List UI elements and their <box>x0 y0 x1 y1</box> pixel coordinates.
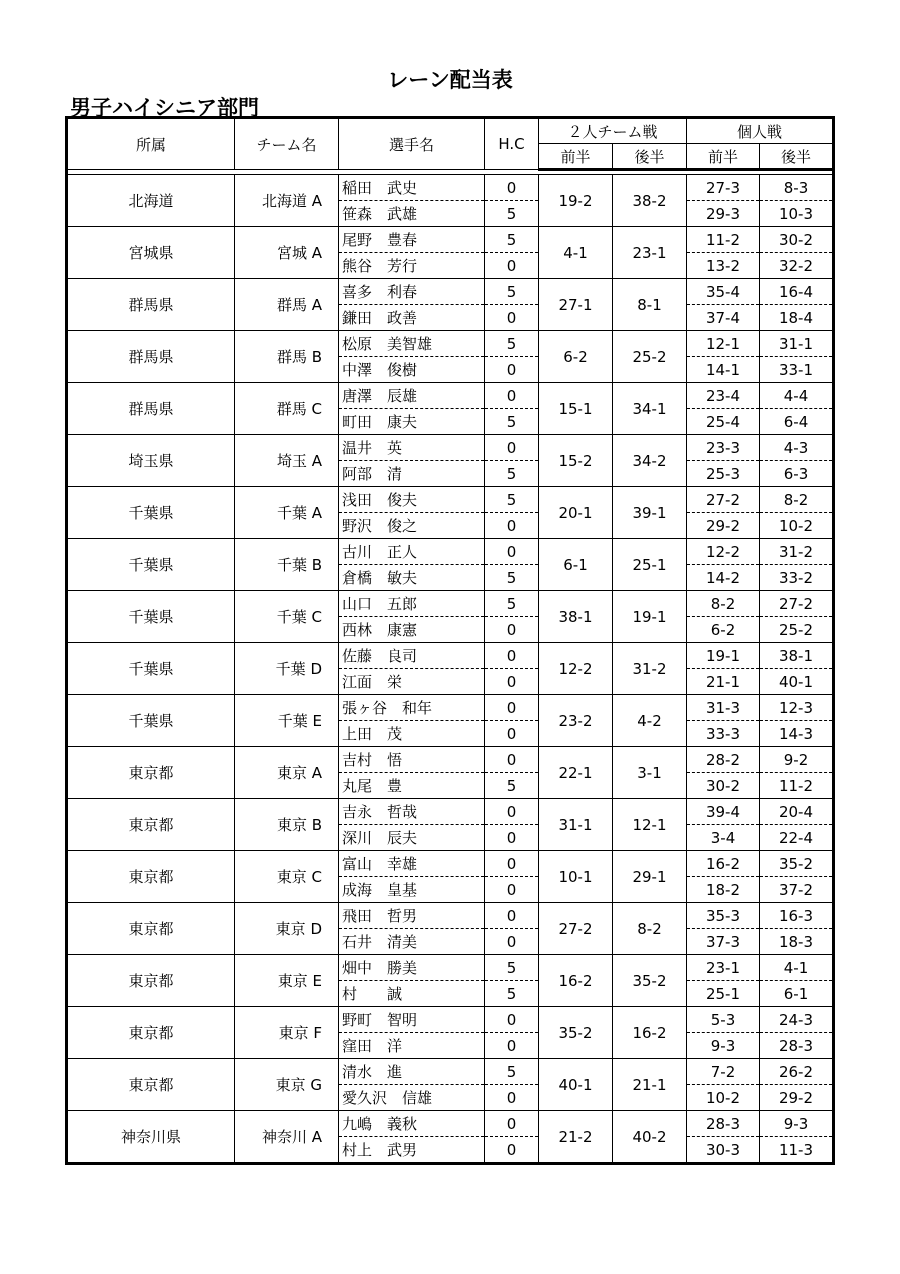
hc-cell: 5 <box>485 409 539 435</box>
individual-first-half-cell: 37-3 <box>687 929 760 955</box>
individual-second-half-cell: 18-4 <box>760 305 834 331</box>
header-individual-first-half: 前半 <box>687 144 760 170</box>
player-name-cell: 松原 美智雄 <box>339 331 485 357</box>
hc-cell: 0 <box>485 539 539 565</box>
individual-second-half-cell: 8-3 <box>760 175 834 201</box>
hc-cell: 0 <box>485 1137 539 1164</box>
individual-second-half-cell: 28-3 <box>760 1033 834 1059</box>
team-match-first-half-cell: 40-1 <box>539 1059 613 1111</box>
team-match-first-half-cell: 22-1 <box>539 747 613 799</box>
individual-second-half-cell: 4-3 <box>760 435 834 461</box>
team-match-first-half-cell: 15-2 <box>539 435 613 487</box>
team-match-first-half-cell: 27-2 <box>539 903 613 955</box>
team-match-second-half-cell: 29-1 <box>613 851 687 903</box>
individual-first-half-cell: 28-2 <box>687 747 760 773</box>
affiliation-cell: 東京都 <box>67 1059 235 1111</box>
hc-cell: 5 <box>485 279 539 305</box>
individual-second-half-cell: 25-2 <box>760 617 834 643</box>
individual-first-half-cell: 9-3 <box>687 1033 760 1059</box>
individual-first-half-cell: 30-2 <box>687 773 760 799</box>
player-name-cell: 温井 英 <box>339 435 485 461</box>
player-name-cell: 江面 栄 <box>339 669 485 695</box>
team-match-first-half-cell: 19-2 <box>539 175 613 227</box>
hc-cell: 0 <box>485 1085 539 1111</box>
individual-first-half-cell: 13-2 <box>687 253 760 279</box>
individual-first-half-cell: 33-3 <box>687 721 760 747</box>
individual-first-half-cell: 18-2 <box>687 877 760 903</box>
table-row <box>67 799 834 825</box>
affiliation-cell: 東京都 <box>67 903 235 955</box>
header-individual-second-half: 後半 <box>760 144 834 170</box>
hc-cell: 5 <box>485 981 539 1007</box>
team-match-second-half-cell: 38-2 <box>613 175 687 227</box>
player-name-cell: 町田 康夫 <box>339 409 485 435</box>
player-name-cell: 中澤 俊樹 <box>339 357 485 383</box>
hc-cell: 5 <box>485 331 539 357</box>
table-row <box>67 1007 834 1033</box>
team-name-cell: 東京 D <box>235 903 339 955</box>
affiliation-cell: 千葉県 <box>67 695 235 747</box>
hc-cell: 0 <box>485 669 539 695</box>
individual-first-half-cell: 14-1 <box>687 357 760 383</box>
hc-cell: 0 <box>485 903 539 929</box>
individual-second-half-cell: 27-2 <box>760 591 834 617</box>
team-match-first-half-cell: 15-1 <box>539 383 613 435</box>
individual-first-half-cell: 6-2 <box>687 617 760 643</box>
player-name-cell: 丸尾 豊 <box>339 773 485 799</box>
table-row <box>67 227 834 253</box>
table-row <box>67 851 834 877</box>
affiliation-cell: 東京都 <box>67 851 235 903</box>
player-name-cell: 吉永 哲哉 <box>339 799 485 825</box>
player-name-cell: 成海 皇基 <box>339 877 485 903</box>
table-row <box>67 539 834 565</box>
individual-second-half-cell: 31-2 <box>760 539 834 565</box>
hc-cell: 0 <box>485 383 539 409</box>
individual-second-half-cell: 8-2 <box>760 487 834 513</box>
individual-second-half-cell: 24-3 <box>760 1007 834 1033</box>
lane-assignment-table <box>65 116 835 1165</box>
individual-first-half-cell: 31-3 <box>687 695 760 721</box>
player-name-cell: 笹森 武雄 <box>339 201 485 227</box>
player-name-cell: 野町 智明 <box>339 1007 485 1033</box>
affiliation-cell: 北海道 <box>67 175 235 227</box>
header-team: チーム名 <box>235 118 339 170</box>
hc-cell: 0 <box>485 825 539 851</box>
team-match-first-half-cell: 12-2 <box>539 643 613 695</box>
team-name-cell: 東京 F <box>235 1007 339 1059</box>
individual-second-half-cell: 35-2 <box>760 851 834 877</box>
player-name-cell: 愛久沢 信雄 <box>339 1085 485 1111</box>
individual-first-half-cell: 35-3 <box>687 903 760 929</box>
individual-second-half-cell: 10-2 <box>760 513 834 539</box>
hc-cell: 5 <box>485 201 539 227</box>
table-row <box>67 903 834 929</box>
individual-first-half-cell: 39-4 <box>687 799 760 825</box>
individual-first-half-cell: 29-2 <box>687 513 760 539</box>
team-match-second-half-cell: 8-1 <box>613 279 687 331</box>
individual-first-half-cell: 16-2 <box>687 851 760 877</box>
team-match-second-half-cell: 40-2 <box>613 1111 687 1164</box>
individual-second-half-cell: 33-2 <box>760 565 834 591</box>
individual-first-half-cell: 25-1 <box>687 981 760 1007</box>
division-title: 男子ハイシニア部門 <box>70 96 259 120</box>
header-team-second-half: 後半 <box>613 144 687 170</box>
individual-second-half-cell: 6-1 <box>760 981 834 1007</box>
individual-first-half-cell: 25-3 <box>687 461 760 487</box>
player-name-cell: 村上 武男 <box>339 1137 485 1164</box>
individual-second-half-cell: 37-2 <box>760 877 834 903</box>
affiliation-cell: 埼玉県 <box>67 435 235 487</box>
individual-second-half-cell: 11-3 <box>760 1137 834 1164</box>
player-name-cell: 古川 正人 <box>339 539 485 565</box>
player-name-cell: 尾野 豊春 <box>339 227 485 253</box>
hc-cell: 0 <box>485 877 539 903</box>
player-name-cell: 稲田 武史 <box>339 175 485 201</box>
individual-first-half-cell: 11-2 <box>687 227 760 253</box>
individual-second-half-cell: 31-1 <box>760 331 834 357</box>
player-name-cell: 鎌田 政善 <box>339 305 485 331</box>
hc-cell: 5 <box>485 1059 539 1085</box>
hc-cell: 0 <box>485 175 539 201</box>
page-title: レーン配当表 <box>387 68 513 92</box>
player-name-cell: 九嶋 義秋 <box>339 1111 485 1137</box>
team-match-first-half-cell: 6-2 <box>539 331 613 383</box>
header-individual: 個人戦 <box>687 118 834 144</box>
team-name-cell: 東京 E <box>235 955 339 1007</box>
table-row <box>67 955 834 981</box>
table-row <box>67 747 834 773</box>
hc-cell: 5 <box>485 227 539 253</box>
affiliation-cell: 千葉県 <box>67 487 235 539</box>
individual-first-half-cell: 28-3 <box>687 1111 760 1137</box>
team-match-first-half-cell: 38-1 <box>539 591 613 643</box>
player-name-cell: 唐澤 辰雄 <box>339 383 485 409</box>
hc-cell: 0 <box>485 851 539 877</box>
player-name-cell: 石井 清美 <box>339 929 485 955</box>
team-name-cell: 北海道 A <box>235 175 339 227</box>
team-match-first-half-cell: 21-2 <box>539 1111 613 1164</box>
player-name-cell: 倉橋 敏夫 <box>339 565 485 591</box>
individual-second-half-cell: 4-1 <box>760 955 834 981</box>
affiliation-cell: 千葉県 <box>67 643 235 695</box>
individual-second-half-cell: 40-1 <box>760 669 834 695</box>
player-name-cell: 山口 五郎 <box>339 591 485 617</box>
individual-first-half-cell: 12-2 <box>687 539 760 565</box>
individual-second-half-cell: 10-3 <box>760 201 834 227</box>
individual-second-half-cell: 16-3 <box>760 903 834 929</box>
individual-second-half-cell: 9-3 <box>760 1111 834 1137</box>
individual-second-half-cell: 30-2 <box>760 227 834 253</box>
table-row <box>67 175 834 201</box>
individual-first-half-cell: 37-4 <box>687 305 760 331</box>
table-body <box>67 170 834 1164</box>
individual-first-half-cell: 14-2 <box>687 565 760 591</box>
individual-first-half-cell: 23-3 <box>687 435 760 461</box>
team-name-cell: 群馬 A <box>235 279 339 331</box>
team-match-second-half-cell: 19-1 <box>613 591 687 643</box>
affiliation-cell: 群馬県 <box>67 279 235 331</box>
team-name-cell: 千葉 B <box>235 539 339 591</box>
team-match-first-half-cell: 27-1 <box>539 279 613 331</box>
individual-second-half-cell: 29-2 <box>760 1085 834 1111</box>
individual-first-half-cell: 29-3 <box>687 201 760 227</box>
player-name-cell: 清水 進 <box>339 1059 485 1085</box>
table-row <box>67 643 834 669</box>
header-row <box>67 118 834 144</box>
individual-second-half-cell: 22-4 <box>760 825 834 851</box>
header-affiliation: 所属 <box>67 118 235 170</box>
hc-cell: 0 <box>485 1007 539 1033</box>
individual-second-half-cell: 32-2 <box>760 253 834 279</box>
hc-cell: 0 <box>485 435 539 461</box>
team-match-first-half-cell: 20-1 <box>539 487 613 539</box>
header-team-first-half: 前半 <box>539 144 613 170</box>
hc-cell: 0 <box>485 929 539 955</box>
individual-first-half-cell: 35-4 <box>687 279 760 305</box>
player-name-cell: 吉村 悟 <box>339 747 485 773</box>
team-match-second-half-cell: 25-1 <box>613 539 687 591</box>
individual-second-half-cell: 9-2 <box>760 747 834 773</box>
table-row <box>67 487 834 513</box>
individual-second-half-cell: 6-3 <box>760 461 834 487</box>
team-match-second-half-cell: 34-1 <box>613 383 687 435</box>
individual-first-half-cell: 27-2 <box>687 487 760 513</box>
table-row <box>67 279 834 305</box>
individual-second-half-cell: 26-2 <box>760 1059 834 1085</box>
header-team-match: ２人チーム戦 <box>539 118 687 144</box>
team-name-cell: 神奈川 A <box>235 1111 339 1164</box>
team-name-cell: 東京 G <box>235 1059 339 1111</box>
team-match-first-half-cell: 35-2 <box>539 1007 613 1059</box>
player-name-cell: 張ヶ谷 和年 <box>339 695 485 721</box>
team-match-second-half-cell: 25-2 <box>613 331 687 383</box>
team-name-cell: 埼玉 A <box>235 435 339 487</box>
team-name-cell: 千葉 A <box>235 487 339 539</box>
team-match-second-half-cell: 16-2 <box>613 1007 687 1059</box>
individual-second-half-cell: 18-3 <box>760 929 834 955</box>
team-name-cell: 千葉 D <box>235 643 339 695</box>
player-name-cell: 窪田 洋 <box>339 1033 485 1059</box>
hc-cell: 0 <box>485 695 539 721</box>
team-match-first-half-cell: 23-2 <box>539 695 613 747</box>
team-match-second-half-cell: 34-2 <box>613 435 687 487</box>
team-name-cell: 千葉 C <box>235 591 339 643</box>
team-match-second-half-cell: 21-1 <box>613 1059 687 1111</box>
individual-first-half-cell: 23-4 <box>687 383 760 409</box>
affiliation-cell: 千葉県 <box>67 539 235 591</box>
affiliation-cell: 千葉県 <box>67 591 235 643</box>
table-row <box>67 1059 834 1085</box>
team-name-cell: 宮城 A <box>235 227 339 279</box>
team-name-cell: 東京 B <box>235 799 339 851</box>
affiliation-cell: 神奈川県 <box>67 1111 235 1164</box>
player-name-cell: 野沢 俊之 <box>339 513 485 539</box>
table-row <box>67 1111 834 1137</box>
player-name-cell: 飛田 哲男 <box>339 903 485 929</box>
affiliation-cell: 東京都 <box>67 799 235 851</box>
affiliation-cell: 群馬県 <box>67 383 235 435</box>
team-match-first-half-cell: 6-1 <box>539 539 613 591</box>
header-hc: H.C <box>485 118 539 170</box>
team-name-cell: 東京 C <box>235 851 339 903</box>
team-match-second-half-cell: 39-1 <box>613 487 687 539</box>
individual-second-half-cell: 38-1 <box>760 643 834 669</box>
team-match-first-half-cell: 4-1 <box>539 227 613 279</box>
individual-second-half-cell: 11-2 <box>760 773 834 799</box>
hc-cell: 0 <box>485 253 539 279</box>
header-player: 選手名 <box>339 118 485 170</box>
individual-first-half-cell: 25-4 <box>687 409 760 435</box>
team-match-second-half-cell: 8-2 <box>613 903 687 955</box>
hc-cell: 5 <box>485 461 539 487</box>
hc-cell: 5 <box>485 565 539 591</box>
hc-cell: 0 <box>485 1033 539 1059</box>
table-row <box>67 695 834 721</box>
player-name-cell: 阿部 清 <box>339 461 485 487</box>
affiliation-cell: 東京都 <box>67 955 235 1007</box>
individual-second-half-cell: 6-4 <box>760 409 834 435</box>
team-name-cell: 東京 A <box>235 747 339 799</box>
table-row <box>67 383 834 409</box>
player-name-cell: 浅田 俊夫 <box>339 487 485 513</box>
individual-second-half-cell: 33-1 <box>760 357 834 383</box>
individual-first-half-cell: 5-3 <box>687 1007 760 1033</box>
individual-first-half-cell: 7-2 <box>687 1059 760 1085</box>
individual-second-half-cell: 16-4 <box>760 279 834 305</box>
individual-first-half-cell: 3-4 <box>687 825 760 851</box>
individual-first-half-cell: 8-2 <box>687 591 760 617</box>
hc-cell: 5 <box>485 773 539 799</box>
team-match-second-half-cell: 31-2 <box>613 643 687 695</box>
individual-first-half-cell: 27-3 <box>687 175 760 201</box>
hc-cell: 0 <box>485 513 539 539</box>
individual-first-half-cell: 19-1 <box>687 643 760 669</box>
player-name-cell: 上田 茂 <box>339 721 485 747</box>
individual-first-half-cell: 10-2 <box>687 1085 760 1111</box>
player-name-cell: 富山 幸雄 <box>339 851 485 877</box>
table-row <box>67 331 834 357</box>
team-match-second-half-cell: 12-1 <box>613 799 687 851</box>
player-name-cell: 深川 辰夫 <box>339 825 485 851</box>
individual-second-half-cell: 14-3 <box>760 721 834 747</box>
table-row <box>67 591 834 617</box>
team-match-second-half-cell: 3-1 <box>613 747 687 799</box>
individual-first-half-cell: 21-1 <box>687 669 760 695</box>
hc-cell: 0 <box>485 305 539 331</box>
team-name-cell: 千葉 E <box>235 695 339 747</box>
hc-cell: 5 <box>485 487 539 513</box>
affiliation-cell: 宮城県 <box>67 227 235 279</box>
hc-cell: 0 <box>485 1111 539 1137</box>
individual-second-half-cell: 12-3 <box>760 695 834 721</box>
affiliation-cell: 東京都 <box>67 747 235 799</box>
player-name-cell: 畑中 勝美 <box>339 955 485 981</box>
hc-cell: 5 <box>485 591 539 617</box>
player-name-cell: 村 誠 <box>339 981 485 1007</box>
team-match-first-half-cell: 10-1 <box>539 851 613 903</box>
team-name-cell: 群馬 B <box>235 331 339 383</box>
affiliation-cell: 群馬県 <box>67 331 235 383</box>
team-match-first-half-cell: 31-1 <box>539 799 613 851</box>
individual-second-half-cell: 20-4 <box>760 799 834 825</box>
individual-second-half-cell: 4-4 <box>760 383 834 409</box>
hc-cell: 5 <box>485 955 539 981</box>
hc-cell: 0 <box>485 799 539 825</box>
team-name-cell: 群馬 C <box>235 383 339 435</box>
team-match-second-half-cell: 4-2 <box>613 695 687 747</box>
individual-first-half-cell: 23-1 <box>687 955 760 981</box>
player-name-cell: 喜多 利春 <box>339 279 485 305</box>
table-row <box>67 435 834 461</box>
team-match-first-half-cell: 16-2 <box>539 955 613 1007</box>
individual-first-half-cell: 12-1 <box>687 331 760 357</box>
individual-first-half-cell: 30-3 <box>687 1137 760 1164</box>
team-match-second-half-cell: 23-1 <box>613 227 687 279</box>
player-name-cell: 西林 康憲 <box>339 617 485 643</box>
hc-cell: 0 <box>485 643 539 669</box>
hc-cell: 0 <box>485 617 539 643</box>
player-name-cell: 熊谷 芳行 <box>339 253 485 279</box>
player-name-cell: 佐藤 良司 <box>339 643 485 669</box>
hc-cell: 0 <box>485 721 539 747</box>
team-match-second-half-cell: 35-2 <box>613 955 687 1007</box>
hc-cell: 0 <box>485 747 539 773</box>
hc-cell: 0 <box>485 357 539 383</box>
affiliation-cell: 東京都 <box>67 1007 235 1059</box>
